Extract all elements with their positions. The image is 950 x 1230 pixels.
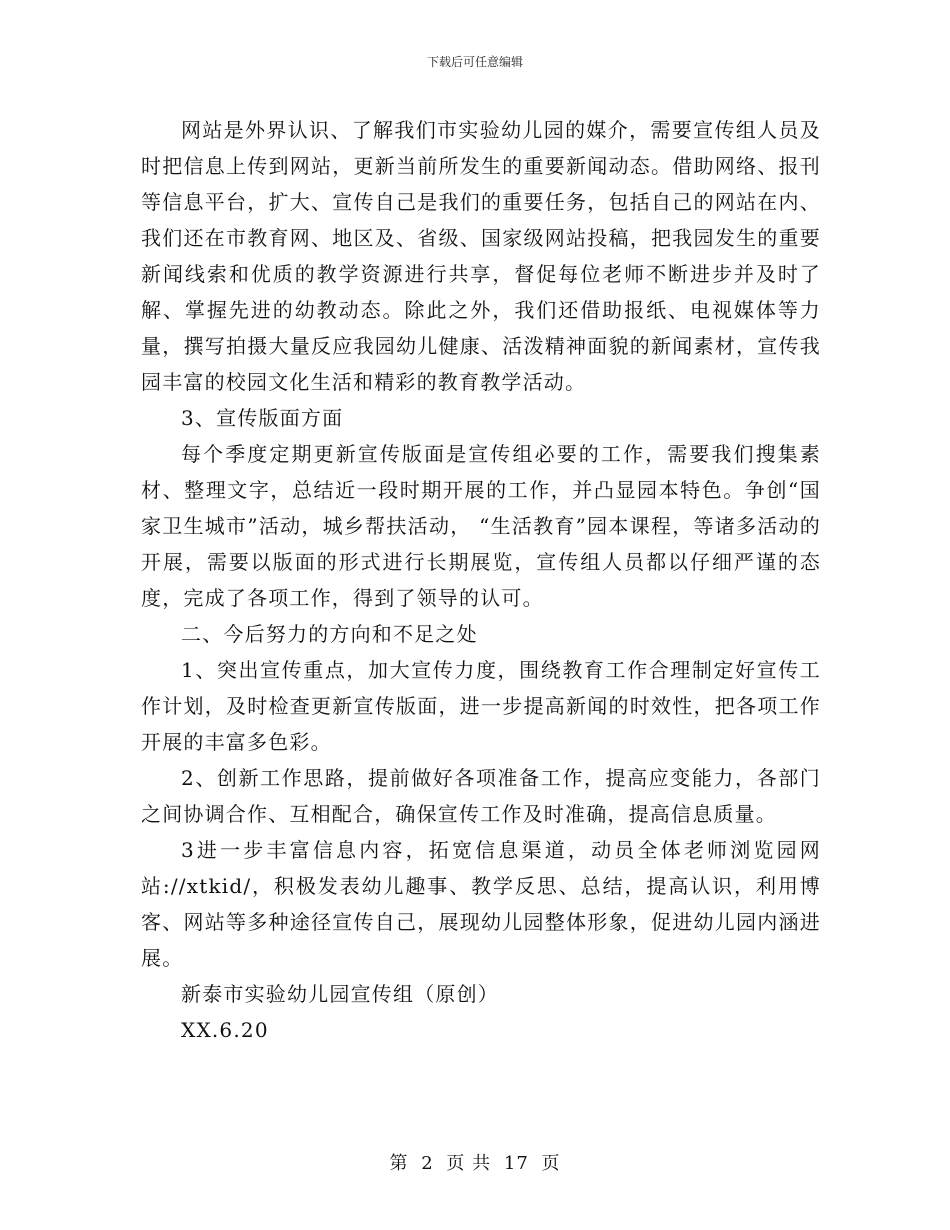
page-header: 下载后可任意编辑	[426, 55, 523, 69]
paragraph-point-3: 3进一步丰富信息内容，拓宽信息渠道，动员全体老师浏览园网站://xtkid/，积极发表幼儿趣事、教学反思、总结，提高认识，利用博客、网站等多种途径宣传自己，展现幼儿园整体形象，促进幼儿园内涵进展。	[141, 838, 821, 970]
page-footer	[0, 1153, 950, 1175]
current-page-number: 2	[421, 1153, 434, 1174]
total-page-count: 17	[503, 1153, 529, 1174]
footer-middle: 页 共	[446, 1153, 492, 1174]
section-heading-publicity-board: 3、宣传版面方面	[181, 406, 344, 430]
paragraph-publicity-board: 每个季度定期更新宣传版面是宣传组必要的工作，需要我们搜集素材、整理文字，总结近一段时期开展的工作，并凸显园本特色。争创“国家卫生城市”活动，城乡帮扶活动， “生活教育”园本课程，等诸多活动的开展，需要以版面的形式进行长期展览，宣传组人员都以仔细严谨的态度，完成了各项工作，得到了领导的认可。	[141, 442, 821, 610]
signature: 新泰市实验幼儿园宣传组（原创）	[181, 982, 499, 1006]
document-body	[141, 112, 821, 1048]
paragraph-point-1: 1、突出宣传重点，加大宣传力度，围绕教育工作合理制定好宣传工作计划，及时检查更新宣传版面，进一步提高新闻的时效性，把各项工作开展的丰富多色彩。	[141, 658, 821, 754]
footer-suffix: 页	[541, 1153, 561, 1174]
document-date: XX.6.20	[181, 1018, 269, 1042]
paragraph-point-2: 2、创新工作思路，提前做好各项准备工作，提高应变能力，各部门之间协调合作、互相配合，确保宣传工作及时准确，提高信息质量。	[141, 766, 821, 826]
footer-prefix: 第	[389, 1153, 409, 1174]
section-heading-future-direction: 二、今后努力的方向和不足之处	[181, 622, 478, 646]
paragraph-website: 网站是外界认识、了解我们市实验幼儿园的媒介，需要宣传组人员及时把信息上传到网站，更新当前所发生的重要新闻动态。借助网络、报刊等信息平台，扩大、宣传自己是我们的重要任务，包括自己的网站在内、我们还在市教育网、地区及、省级、国家级网站投稿，把我园发生的重要新闻线索和优质的教学资源进行共享，督促每位老师不断进步并及时了解、掌握先进的幼教动态。除此之外，我们还借助报纸、电视媒体等力量，撰写拍摄大量反应我园幼儿健康、活泼精神面貌的新闻素材，宣传我园丰富的校园文化生活和精彩的教育教学活动。	[141, 118, 821, 394]
